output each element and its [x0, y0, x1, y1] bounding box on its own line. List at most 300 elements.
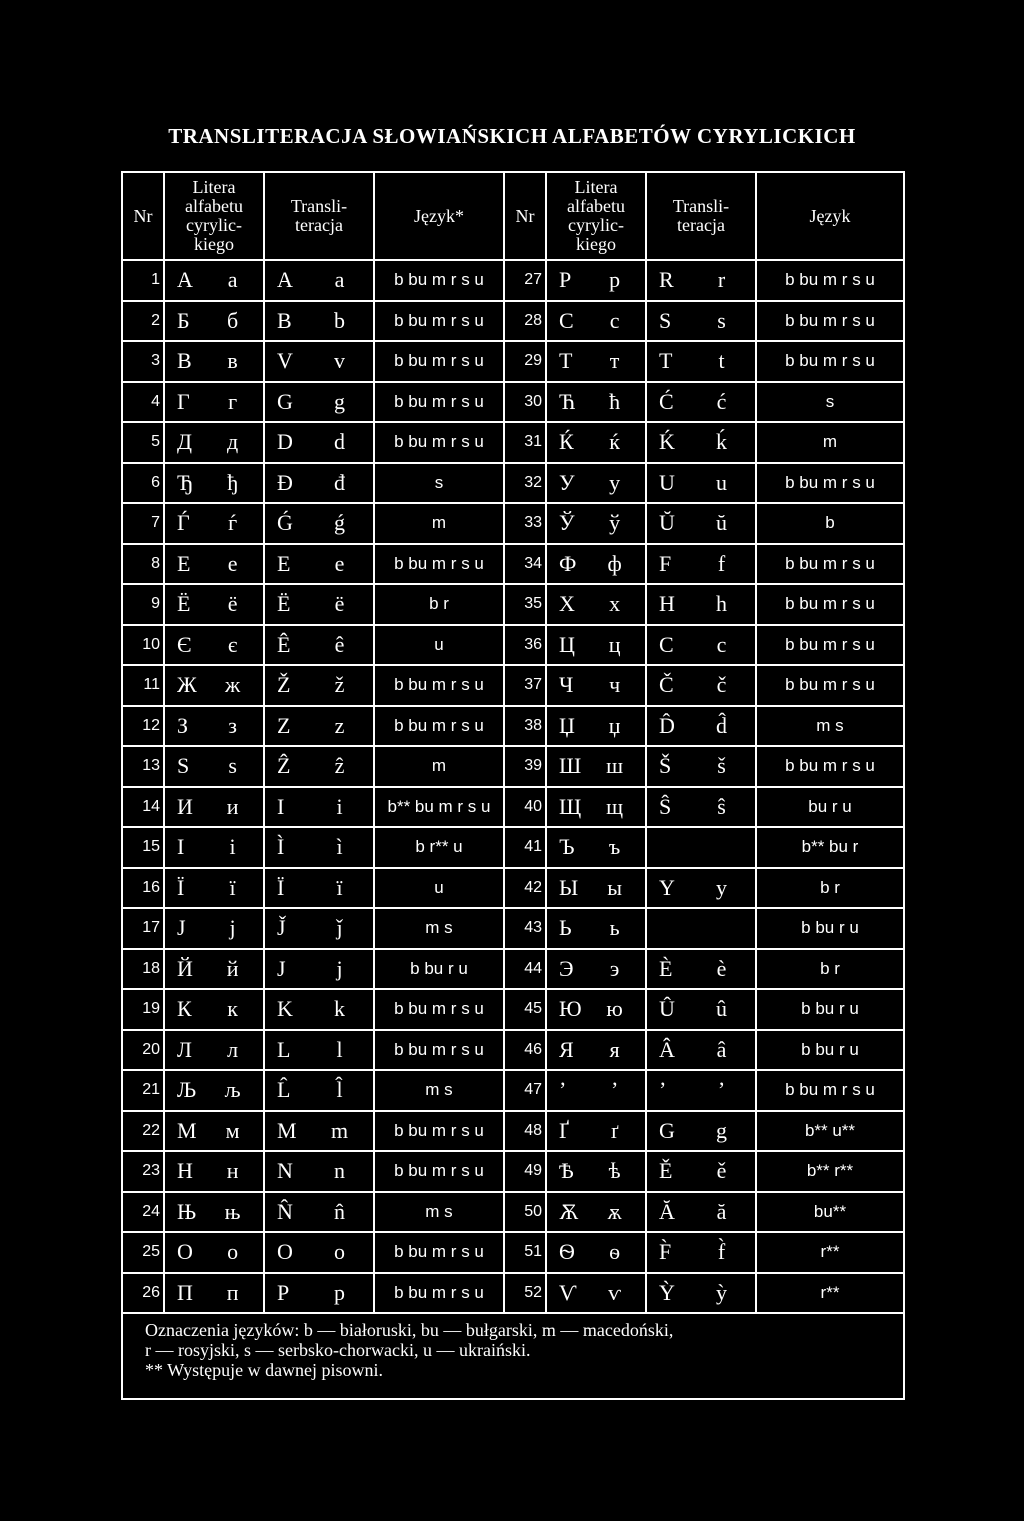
transliteration-lower: y — [716, 874, 727, 900]
language-codes: u — [374, 868, 504, 909]
transliteration — [646, 422, 756, 463]
cyrillic-letter-lower: б — [227, 307, 239, 333]
transliteration-upper: G — [277, 388, 293, 414]
transliteration-lower: s — [717, 307, 726, 333]
transliteration-table — [121, 171, 905, 1400]
letter-number: 35 — [504, 584, 546, 625]
transliteration-lower: e — [334, 550, 345, 576]
transliteration-lower: n — [334, 1158, 345, 1184]
transliteration-lower: ě — [716, 1158, 727, 1184]
cyrillic-letter-lower: ц — [608, 631, 621, 657]
transliteration-lower: l̂ — [336, 1077, 343, 1103]
cyrillic-letter-upper: К — [177, 996, 192, 1022]
transliteration — [646, 463, 756, 504]
transliteration — [264, 989, 374, 1030]
transliteration — [646, 503, 756, 544]
cyrillic-letter-lower: ’ — [610, 1077, 619, 1103]
cyrillic-letter-upper: Џ — [559, 712, 575, 738]
language-codes: bu** — [756, 1192, 904, 1233]
transliteration-upper: Ě — [659, 1158, 673, 1184]
transliteration — [264, 1232, 374, 1273]
cyrillic-letter-upper: Ц — [559, 631, 575, 657]
transliteration — [646, 706, 756, 747]
letter-number: 30 — [504, 382, 546, 423]
cyrillic-letter-upper: Ћ — [559, 388, 576, 414]
transliteration-upper: M — [277, 1117, 297, 1143]
cyrillic-letter — [164, 382, 264, 423]
language-codes: m s — [756, 706, 904, 747]
letter-number: 48 — [504, 1111, 546, 1152]
table-row — [122, 503, 904, 544]
header-jezyk: Język — [756, 172, 904, 260]
cyrillic-letter — [164, 625, 264, 666]
transliteration-lower: ë — [334, 591, 345, 617]
transliteration-lower: š — [717, 753, 726, 779]
language-codes: u — [374, 625, 504, 666]
cyrillic-letter-upper: Ў — [559, 510, 575, 536]
cyrillic-letter-lower: я — [609, 1036, 620, 1062]
cyrillic-letter — [164, 422, 264, 463]
language-codes: b bu m r s u — [756, 341, 904, 382]
transliteration — [264, 746, 374, 787]
transliteration-upper: Š — [659, 753, 672, 779]
letter-number: 9 — [122, 584, 164, 625]
cyrillic-letter-lower: ѵ — [608, 1279, 622, 1305]
cyrillic-letter-lower: є — [227, 631, 238, 657]
letter-number: 12 — [122, 706, 164, 747]
transliteration-upper: I — [277, 793, 285, 819]
language-codes: m s — [374, 908, 504, 949]
language-codes: b bu m r s u — [756, 746, 904, 787]
table-row — [122, 746, 904, 787]
cyrillic-letter-upper: Ж — [177, 672, 197, 698]
cyrillic-letter — [164, 1030, 264, 1071]
language-codes: m s — [374, 1070, 504, 1111]
transliteration — [646, 1192, 756, 1233]
transliteration-upper: Z — [277, 712, 291, 738]
transliteration-upper: Y — [659, 874, 675, 900]
table-row — [122, 382, 904, 423]
transliteration — [264, 544, 374, 585]
cyrillic-letter — [546, 301, 646, 342]
transliteration-lower: m — [330, 1117, 349, 1143]
language-codes: b bu m r s u — [374, 1273, 504, 1314]
language-codes: m — [374, 746, 504, 787]
transliteration-upper: F̀ — [659, 1239, 672, 1265]
transliteration — [264, 1030, 374, 1071]
cyrillic-letter-upper: В — [177, 348, 192, 374]
cyrillic-letter-lower: у — [609, 469, 621, 495]
transliteration-lower: ŭ — [716, 510, 727, 536]
cyrillic-letter — [164, 827, 264, 868]
cyrillic-letter — [164, 1151, 264, 1192]
transliteration-lower: ê — [334, 631, 345, 657]
cyrillic-letter-upper: Љ — [177, 1077, 197, 1103]
language-codes: b bu m r s u — [756, 625, 904, 666]
cyrillic-letter-lower: х — [609, 591, 621, 617]
table-row — [122, 301, 904, 342]
transliteration-lower: g — [716, 1117, 727, 1143]
letter-number: 50 — [504, 1192, 546, 1233]
transliteration-lower: v — [334, 348, 345, 374]
transliteration-lower: ï — [336, 874, 343, 900]
transliteration-upper: A — [277, 267, 293, 293]
cyrillic-letter — [546, 706, 646, 747]
transliteration — [264, 827, 374, 868]
cyrillic-letter-lower: д — [227, 429, 239, 455]
table-row — [122, 1070, 904, 1111]
cyrillic-letter — [546, 463, 646, 504]
cyrillic-letter-lower: і — [229, 834, 236, 860]
cyrillic-letter-upper: І — [177, 834, 185, 860]
cyrillic-letter-upper: Л — [177, 1036, 192, 1062]
transliteration — [264, 301, 374, 342]
cyrillic-letter — [164, 908, 264, 949]
cyrillic-letter-upper: Є — [177, 631, 192, 657]
page-title: TRANSLITERACJA SŁOWIAŃSKICH ALFABETÓW CYRYLICKICH — [168, 124, 856, 148]
transliteration — [264, 463, 374, 504]
transliteration — [646, 625, 756, 666]
transliteration-lower: ŝ — [717, 793, 726, 819]
table-row — [122, 989, 904, 1030]
transliteration — [646, 584, 756, 625]
header-translit: Transli- teracja — [646, 172, 756, 260]
language-codes: b bu m r s u — [756, 301, 904, 342]
transliteration — [264, 260, 374, 301]
language-codes: m — [756, 422, 904, 463]
language-codes: r** — [756, 1273, 904, 1314]
cyrillic-letter — [546, 746, 646, 787]
transliteration — [264, 949, 374, 990]
language-codes: b bu m r s u — [374, 544, 504, 585]
transliteration-upper: S — [659, 307, 672, 333]
transliteration-lower: j — [336, 955, 343, 981]
letter-number: 15 — [122, 827, 164, 868]
cyrillic-letter-lower: щ — [606, 793, 624, 819]
cyrillic-letter-upper: Ј — [177, 915, 186, 941]
letter-number: 14 — [122, 787, 164, 828]
transliteration — [264, 382, 374, 423]
transliteration — [264, 584, 374, 625]
transliteration-lower: č — [716, 672, 727, 698]
cyrillic-letter-lower: ў — [609, 510, 621, 536]
cyrillic-letter — [164, 1070, 264, 1111]
letter-number: 40 — [504, 787, 546, 828]
cyrillic-letter-upper: Х — [559, 591, 575, 617]
header-nr: Nr — [504, 172, 546, 260]
transliteration-lower: ǰ — [336, 915, 343, 941]
transliteration-upper: ’ — [659, 1077, 667, 1103]
table-row — [122, 260, 904, 301]
letter-number: 43 — [504, 908, 546, 949]
cyrillic-letter-lower: џ — [608, 712, 621, 738]
cyrillic-letter — [546, 503, 646, 544]
cyrillic-letter-lower: ф — [607, 550, 622, 576]
letter-number: 29 — [504, 341, 546, 382]
language-codes: b bu r u — [374, 949, 504, 990]
cyrillic-letter-lower: ы — [607, 874, 622, 900]
transliteration-upper: P — [277, 1279, 290, 1305]
letter-number: 13 — [122, 746, 164, 787]
cyrillic-letter — [164, 706, 264, 747]
language-codes: s — [374, 463, 504, 504]
transliteration — [264, 1070, 374, 1111]
header-litera: Litera alfabetu cyrylic- kiego — [546, 172, 646, 260]
cyrillic-letter-lower: ґ — [610, 1117, 619, 1143]
transliteration-lower: è — [716, 955, 727, 981]
transliteration-upper: B — [277, 307, 292, 333]
cyrillic-letter-lower: е — [227, 550, 238, 576]
letter-number: 22 — [122, 1111, 164, 1152]
cyrillic-letter-lower: п — [226, 1279, 239, 1305]
language-codes: b bu m r s u — [374, 1151, 504, 1192]
cyrillic-letter-lower: ѓ — [228, 510, 238, 536]
header-litera: Litera alfabetu cyrylic- kiego — [164, 172, 264, 260]
cyrillic-letter-upper: О — [177, 1239, 193, 1265]
transliteration — [264, 341, 374, 382]
transliteration-upper: O — [277, 1239, 293, 1265]
transliteration — [264, 422, 374, 463]
transliteration — [646, 827, 756, 868]
table-row — [122, 787, 904, 828]
transliteration — [646, 1030, 756, 1071]
language-codes: b bu m r s u — [374, 301, 504, 342]
footnote-line: r — rosyjski, s — serbsko-chorwacki, u — ukraiński. — [145, 1340, 531, 1360]
language-codes: b bu m r s u — [756, 584, 904, 625]
language-codes: b** u** — [756, 1111, 904, 1152]
language-codes: b r — [756, 949, 904, 990]
cyrillic-letter — [546, 1192, 646, 1233]
cyrillic-letter-lower: ж — [225, 672, 241, 698]
cyrillic-letter-lower: ї — [229, 874, 236, 900]
cyrillic-letter-lower: ћ — [609, 388, 621, 414]
letter-number: 32 — [504, 463, 546, 504]
letter-number: 26 — [122, 1273, 164, 1314]
transliteration-lower: ẑ — [334, 753, 345, 779]
transliteration-lower: û — [716, 996, 727, 1022]
cyrillic-letter-lower: с — [609, 307, 620, 333]
transliteration — [264, 503, 374, 544]
cyrillic-letter-upper: Ѓ — [177, 510, 190, 536]
table-row — [122, 949, 904, 990]
letter-number: 36 — [504, 625, 546, 666]
cyrillic-letter — [164, 1192, 264, 1233]
cyrillic-letter — [546, 584, 646, 625]
transliteration-upper: H — [659, 591, 675, 617]
language-codes: b bu m r s u — [756, 544, 904, 585]
transliteration-upper: N — [277, 1158, 293, 1184]
transliteration-lower: o — [334, 1239, 345, 1265]
table-row — [122, 868, 904, 909]
language-codes: b bu r u — [756, 1030, 904, 1071]
transliteration — [646, 1273, 756, 1314]
transliteration-lower: ỳ — [716, 1279, 727, 1305]
cyrillic-letter-upper: Ђ — [177, 469, 194, 495]
transliteration-lower: h — [716, 591, 727, 617]
letter-number: 6 — [122, 463, 164, 504]
transliteration-upper: Đ — [277, 469, 293, 495]
letter-number: 10 — [122, 625, 164, 666]
cyrillic-letter-lower: ѣ — [608, 1158, 621, 1184]
cyrillic-letter-upper: Ѳ — [559, 1239, 575, 1265]
transliteration-upper: Č — [659, 672, 674, 698]
cyrillic-letter-upper: Ѣ — [559, 1158, 574, 1184]
transliteration-upper: N̂ — [277, 1198, 293, 1224]
cyrillic-letter — [164, 544, 264, 585]
transliteration — [646, 949, 756, 990]
cyrillic-letter — [546, 989, 646, 1030]
footnote-line: Oznaczenia języków: b — białoruski, bu — bułgarski, m — macedoński, — [145, 1320, 674, 1340]
transliteration-lower: i — [336, 793, 343, 819]
cyrillic-letter — [164, 584, 264, 625]
language-codes: b bu m r s u — [374, 422, 504, 463]
transliteration-upper: R — [659, 267, 674, 293]
cyrillic-letter-lower: э — [609, 955, 620, 981]
transliteration-lower: d — [334, 429, 345, 455]
table-row — [122, 1273, 904, 1314]
cyrillic-letter-lower: ѕ — [228, 753, 237, 779]
transliteration-lower: d̂ — [716, 712, 727, 738]
transliteration-upper: V — [277, 348, 293, 374]
transliteration-lower: ǵ — [334, 510, 345, 536]
transliteration-upper: Ŭ — [659, 510, 675, 536]
language-codes: b bu m r s u — [756, 260, 904, 301]
cyrillic-letter-lower: й — [226, 955, 239, 981]
language-codes: b** bu m r s u — [374, 787, 504, 828]
cyrillic-letter-lower: и — [226, 793, 239, 819]
cyrillic-letter-upper: Ё — [177, 591, 191, 617]
cyrillic-letter-upper: Ь — [559, 915, 572, 941]
transliteration-upper: Ỳ — [659, 1279, 675, 1305]
cyrillic-letter — [546, 544, 646, 585]
cyrillic-letter-lower: л — [227, 1036, 239, 1062]
cyrillic-letter — [164, 1273, 264, 1314]
letter-number: 8 — [122, 544, 164, 585]
cyrillic-letter-upper: Г — [177, 388, 190, 414]
cyrillic-letter-lower: т — [609, 348, 620, 374]
cyrillic-letter-upper: Ѕ — [177, 753, 190, 779]
transliteration-lower: p — [334, 1279, 345, 1305]
language-codes: b r — [756, 868, 904, 909]
transliteration-lower: a — [334, 267, 345, 293]
letter-number: 23 — [122, 1151, 164, 1192]
transliteration-upper: K — [277, 996, 293, 1022]
letter-number: 44 — [504, 949, 546, 990]
cyrillic-letter-lower: в — [227, 348, 238, 374]
transliteration-lower: đ — [334, 469, 345, 495]
cyrillic-letter-upper: Б — [177, 307, 190, 333]
letter-number: 47 — [504, 1070, 546, 1111]
letter-number: 31 — [504, 422, 546, 463]
header-nr: Nr — [122, 172, 164, 260]
transliteration-upper: Ć — [659, 388, 674, 414]
letter-number: 38 — [504, 706, 546, 747]
transliteration — [264, 787, 374, 828]
transliteration-upper: U — [659, 469, 675, 495]
cyrillic-letter — [164, 1232, 264, 1273]
transliteration-upper: Ê — [277, 631, 291, 657]
transliteration-upper: Ï — [277, 874, 285, 900]
transliteration-upper: Ẑ — [277, 753, 291, 779]
cyrillic-letter-upper: У — [559, 469, 575, 495]
letter-number: 42 — [504, 868, 546, 909]
transliteration-upper: Û — [659, 996, 675, 1022]
transliteration — [264, 908, 374, 949]
language-codes: m s — [374, 1192, 504, 1233]
transliteration-lower: g — [334, 388, 345, 414]
cyrillic-letter — [164, 787, 264, 828]
cyrillic-letter — [546, 949, 646, 990]
language-codes: s — [756, 382, 904, 423]
transliteration-upper: Ḱ — [659, 429, 675, 455]
header-jezyk: Język* — [374, 172, 504, 260]
letter-number: 41 — [504, 827, 546, 868]
transliteration-upper: Ǵ — [277, 510, 293, 536]
cyrillic-letter-upper: Ч — [559, 672, 574, 698]
cyrillic-letter-upper: Ы — [559, 874, 579, 900]
cyrillic-letter-lower: м — [225, 1117, 240, 1143]
transliteration-lower: k — [334, 996, 345, 1022]
transliteration-lower: ’ — [717, 1077, 726, 1103]
transliteration — [646, 665, 756, 706]
letter-number: 5 — [122, 422, 164, 463]
transliteration-upper: Ŝ — [659, 793, 672, 819]
cyrillic-letter-lower: љ — [224, 1077, 241, 1103]
cyrillic-letter — [546, 1030, 646, 1071]
cyrillic-letter — [546, 665, 646, 706]
transliteration — [646, 746, 756, 787]
transliteration-upper: E — [277, 550, 291, 576]
transliteration — [646, 544, 756, 585]
footnote-line: ** Występuje w dawnej pisowni. — [145, 1360, 384, 1380]
table-row — [122, 341, 904, 382]
cyrillic-letter-lower: ь — [609, 915, 620, 941]
transliteration-lower: ì — [336, 834, 343, 860]
transliteration-lower: f — [717, 550, 726, 576]
cyrillic-letter — [164, 949, 264, 990]
transliteration-upper: F — [659, 550, 672, 576]
transliteration-upper: T — [659, 348, 673, 374]
transliteration — [264, 665, 374, 706]
transliteration — [646, 1151, 756, 1192]
table-row — [122, 1192, 904, 1233]
table-row — [122, 625, 904, 666]
cyrillic-letter — [164, 503, 264, 544]
language-codes: b bu m r s u — [756, 665, 904, 706]
transliteration — [264, 706, 374, 747]
letter-number: 24 — [122, 1192, 164, 1233]
cyrillic-letter — [546, 1111, 646, 1152]
cyrillic-letter — [546, 827, 646, 868]
table-row — [122, 665, 904, 706]
cyrillic-letter — [546, 787, 646, 828]
letter-number: 17 — [122, 908, 164, 949]
header-translit: Transli- teracja — [264, 172, 374, 260]
cyrillic-letter-lower: ъ — [608, 834, 621, 860]
transliteration-lower: b — [334, 307, 345, 333]
transliteration-lower: â — [716, 1036, 727, 1062]
cyrillic-letter-lower: а — [227, 267, 238, 293]
cyrillic-letter-upper: Ѫ — [559, 1198, 579, 1224]
letter-number: 2 — [122, 301, 164, 342]
letter-number: 49 — [504, 1151, 546, 1192]
transliteration-lower: ž — [334, 672, 345, 698]
transliteration-upper: C — [659, 631, 674, 657]
transliteration — [646, 1111, 756, 1152]
cyrillic-letter-upper: Ш — [559, 753, 582, 779]
transliteration — [646, 1232, 756, 1273]
header-row — [122, 172, 904, 260]
